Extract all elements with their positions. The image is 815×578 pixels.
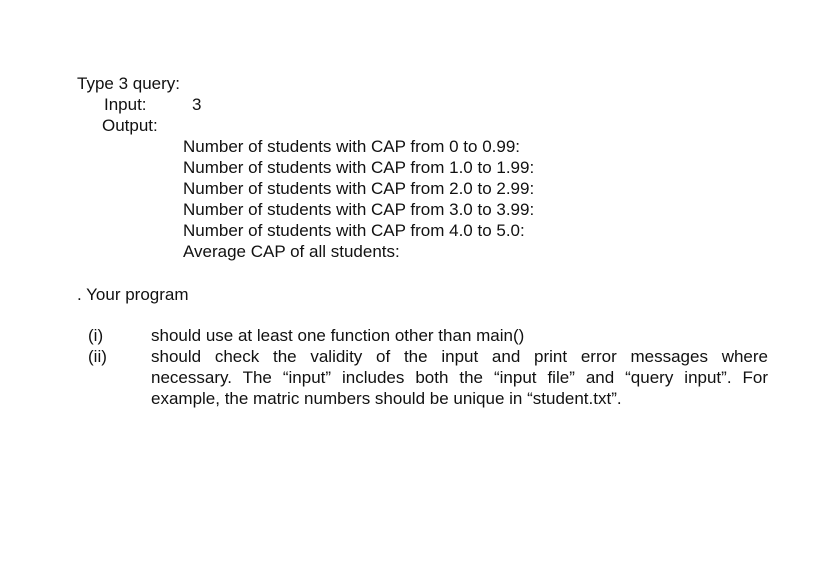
requirement-ii-line-3: example, the matric numbers should be unique in “student.txt”. [151, 389, 622, 408]
output-label: Output: [102, 116, 158, 135]
requirement-ii-line-1: should check the validity of the input and print error messages where [151, 347, 768, 366]
input-label: Input: [104, 95, 147, 114]
output-line-cap-0: Number of students with CAP from 0 to 0.99: [183, 137, 521, 156]
requirement-ii-line-2: necessary. The “input” includes both the “input file” and “query input”. For [151, 368, 768, 387]
output-line-cap-1: Number of students with CAP from 1.0 to 1.99: [183, 158, 535, 177]
requirements-markers [88, 325, 107, 367]
list-marker-ii: (ii) [88, 347, 107, 366]
requirements-intro: . Your program [77, 285, 189, 304]
output-line-cap-4: Number of students with CAP from 4.0 to 5.0: [183, 221, 525, 240]
output-line-cap-2: Number of students with CAP from 2.0 to 2.99: [183, 179, 535, 198]
requirements-text [151, 325, 768, 409]
output-line-average: Average CAP of all students: [183, 242, 400, 261]
output-lines [183, 136, 534, 262]
requirement-i-text: should use at least one function other than main() [151, 326, 525, 345]
input-value: 3 [192, 95, 202, 114]
query-title: Type 3 query: [77, 74, 181, 93]
output-line-cap-3: Number of students with CAP from 3.0 to 3.99: [183, 200, 535, 219]
list-marker-i: (i) [88, 326, 104, 345]
